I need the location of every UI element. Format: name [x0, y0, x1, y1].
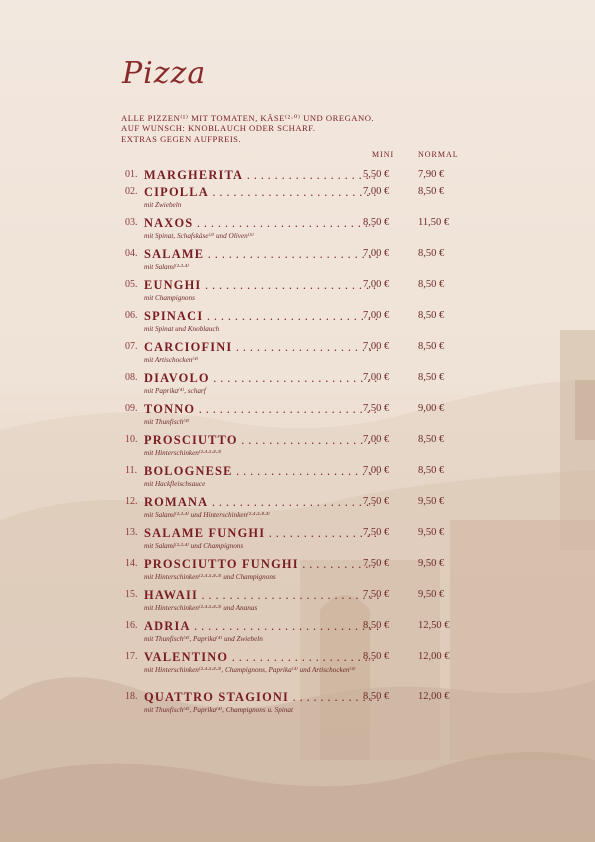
menu-item-line	[125, 690, 465, 703]
price-mini: 8,50 €	[363, 217, 390, 228]
item-number: 03.	[125, 217, 138, 228]
item-description: mit Thunfisch⁽⁴⁾, Paprika⁽⁴⁾ und Zwiebeln	[144, 635, 263, 643]
item-name: VALENTINO . . .	[144, 650, 379, 665]
item-name: MARGHERITA . . .	[144, 168, 379, 183]
intro-line: AUF WUNSCH: KNOBLAUCH ODER SCHARF.	[121, 123, 316, 134]
price-mini: 7,00 €	[363, 279, 390, 290]
menu-item-line	[125, 278, 465, 291]
item-name: NAXOS . . .	[144, 216, 379, 231]
item-number: 17.	[125, 651, 138, 662]
item-name: CIPOLLA . . .	[144, 185, 379, 200]
menu-item-line	[125, 168, 465, 181]
menu-item	[125, 619, 465, 643]
intro-text	[121, 113, 374, 144]
item-description: mit Hinterschinken⁽²·⁴·⁵·⁸·³⁾ und Ananas	[144, 604, 258, 612]
item-description: mit Spinat, Schafskäse⁽²⁾ und Oliven⁽⁵⁾	[144, 232, 254, 240]
item-description: mit Zwiebeln	[144, 201, 182, 209]
item-number: 09.	[125, 403, 138, 414]
menu-item-line	[125, 247, 465, 260]
menu-item-line	[125, 588, 465, 601]
page-title: Pizza	[122, 56, 207, 91]
column-header-mini: MINI	[372, 150, 395, 159]
item-name: PROSCIUTTO . . .	[144, 433, 379, 448]
menu-item-line	[125, 557, 465, 570]
menu-item	[125, 588, 465, 612]
price-normal: 8,50 €	[418, 465, 445, 476]
menu-item	[125, 464, 465, 488]
menu-item-line	[125, 309, 465, 322]
price-normal: 9,50 €	[418, 496, 445, 507]
item-number: 06.	[125, 310, 138, 321]
item-name: QUATTRO STAGIONI . . .	[144, 690, 379, 705]
menu-item-line	[125, 526, 465, 539]
menu-item	[125, 278, 465, 302]
price-normal: 9,50 €	[418, 527, 445, 538]
item-number: 10.	[125, 434, 138, 445]
menu-item-line	[125, 216, 465, 229]
menu-item	[125, 650, 465, 674]
item-name: CARCIOFINI . . .	[144, 340, 379, 355]
item-description: mit Artischocken⁽⁴⁾	[144, 356, 199, 364]
item-number: 12.	[125, 496, 138, 507]
menu-item	[125, 371, 465, 395]
price-mini: 7,00 €	[363, 341, 390, 352]
price-mini: 8,50 €	[363, 691, 390, 702]
menu-item	[125, 557, 465, 581]
price-normal: 7,90 €	[418, 169, 445, 180]
item-number: 07.	[125, 341, 138, 352]
menu-item	[125, 402, 465, 426]
price-normal: 11,50 €	[418, 217, 450, 228]
item-name: PROSCIUTTO FUNGHI . . .	[144, 557, 379, 572]
menu-item	[125, 690, 465, 714]
item-description: mit Thunfisch⁽⁴⁾, Paprika⁽⁴⁾, Champignons u. Spinat	[144, 706, 294, 714]
menu-item	[125, 216, 465, 240]
price-mini: 7,00 €	[363, 186, 390, 197]
item-description: mit Paprika⁽⁴⁾, scharf	[144, 387, 206, 395]
item-number: 15.	[125, 589, 138, 600]
column-header-normal: NORMAL	[418, 150, 459, 159]
price-mini: 8,50 €	[363, 620, 390, 631]
item-description: mit Champignons	[144, 294, 195, 302]
item-description: mit Salami⁽²·³·⁴⁾	[144, 263, 189, 271]
menu-item	[125, 433, 465, 457]
price-normal: 8,50 €	[418, 341, 445, 352]
intro-line: ALLE PIZZEN⁽¹⁾ MIT TOMATEN, KÄSE⁽²·⁰⁾ UND OREGANO.	[121, 113, 375, 123]
menu-item	[125, 340, 465, 364]
price-normal: 9,50 €	[418, 558, 445, 569]
price-mini: 7,00 €	[363, 434, 390, 445]
item-number: 08.	[125, 372, 138, 383]
menu-item	[125, 495, 465, 519]
price-normal: 9,50 €	[418, 589, 445, 600]
item-name: SALAME . . .	[144, 247, 379, 262]
item-description: mit Hinterschinken⁽²·⁴·⁵·⁸·³⁾ und Champignons	[144, 573, 276, 581]
item-name: ADRIA . . .	[144, 619, 379, 634]
price-normal: 8,50 €	[418, 434, 445, 445]
menu-item-line	[125, 402, 465, 415]
item-name: EUNGHI . . .	[144, 278, 379, 293]
menu-item	[125, 309, 465, 333]
menu-item	[125, 526, 465, 550]
item-number: 01.	[125, 169, 138, 180]
item-name: ROMANA . . .	[144, 495, 379, 510]
item-name: DIAVOLO . . .	[144, 371, 379, 386]
item-number: 04.	[125, 248, 138, 259]
item-number: 14.	[125, 558, 138, 569]
price-normal: 8,50 €	[418, 248, 445, 259]
item-name: BOLOGNESE . . .	[144, 464, 379, 479]
item-name: SPINACI . . .	[144, 309, 379, 324]
price-mini: 7,00 €	[363, 372, 390, 383]
item-description: mit Salami⁽²·³·⁴⁾ und Champignons	[144, 542, 244, 550]
menu-item-line	[125, 619, 465, 632]
price-normal: 12,00 €	[418, 691, 450, 702]
item-number: 18.	[125, 691, 138, 702]
price-mini: 7,50 €	[363, 496, 390, 507]
price-normal: 9,00 €	[418, 403, 445, 414]
item-description: mit Thunfisch⁽⁴⁾	[144, 418, 190, 426]
price-mini: 7,50 €	[363, 403, 390, 414]
price-normal: 8,50 €	[418, 372, 445, 383]
menu-item-line	[125, 464, 465, 477]
item-description: mit Spinat und Knoblauch	[144, 325, 220, 333]
item-number: 05.	[125, 279, 138, 290]
item-description: mit Hinterschinken⁽²·⁴·⁵·⁸·³⁾, Champignons, Paprika⁽⁴⁾ und Artischocken⁽⁴⁾	[144, 666, 356, 674]
price-mini: 7,00 €	[363, 465, 390, 476]
item-number: 13.	[125, 527, 138, 538]
price-mini: 8,50 €	[363, 651, 390, 662]
price-normal: 8,50 €	[418, 279, 445, 290]
menu-item-line	[125, 495, 465, 508]
menu-item-line	[125, 340, 465, 353]
item-number: 11.	[125, 465, 138, 476]
menu-item	[125, 185, 465, 209]
menu-item-line	[125, 650, 465, 663]
price-mini: 7,50 €	[363, 527, 390, 538]
price-mini: 7,50 €	[363, 558, 390, 569]
item-number: 16.	[125, 620, 138, 631]
price-normal: 12,50 €	[418, 620, 450, 631]
intro-line: EXTRAS GEGEN AUFPREIS.	[121, 133, 242, 144]
price-mini: 5,50 €	[363, 169, 390, 180]
menu-item	[125, 247, 465, 271]
menu-item	[125, 168, 465, 181]
item-number: 02.	[125, 186, 138, 197]
item-name: HAWAII . . .	[144, 588, 379, 603]
price-normal: 8,50 €	[418, 310, 445, 321]
item-name: SALAME FUNGHI . . .	[144, 526, 379, 541]
price-mini: 7,50 €	[363, 589, 390, 600]
item-description: mit Hackfleischsauce	[144, 480, 206, 488]
price-mini: 7,00 €	[363, 310, 390, 321]
item-name: TONNO . . .	[144, 402, 379, 417]
item-description: mit Hinterschinken⁽²·⁴·⁵·⁸·³⁾	[144, 449, 222, 457]
menu-item-line	[125, 433, 465, 446]
menu-item-line	[125, 185, 465, 198]
menu-item-line	[125, 371, 465, 384]
price-normal: 8,50 €	[418, 186, 445, 197]
price-mini: 7,00 €	[363, 248, 390, 259]
item-description: mit Salami⁽²·³·⁴⁾ und Hinterschinken⁽²·⁴·⁵·⁸·³⁾	[144, 511, 270, 519]
price-normal: 12,00 €	[418, 651, 450, 662]
